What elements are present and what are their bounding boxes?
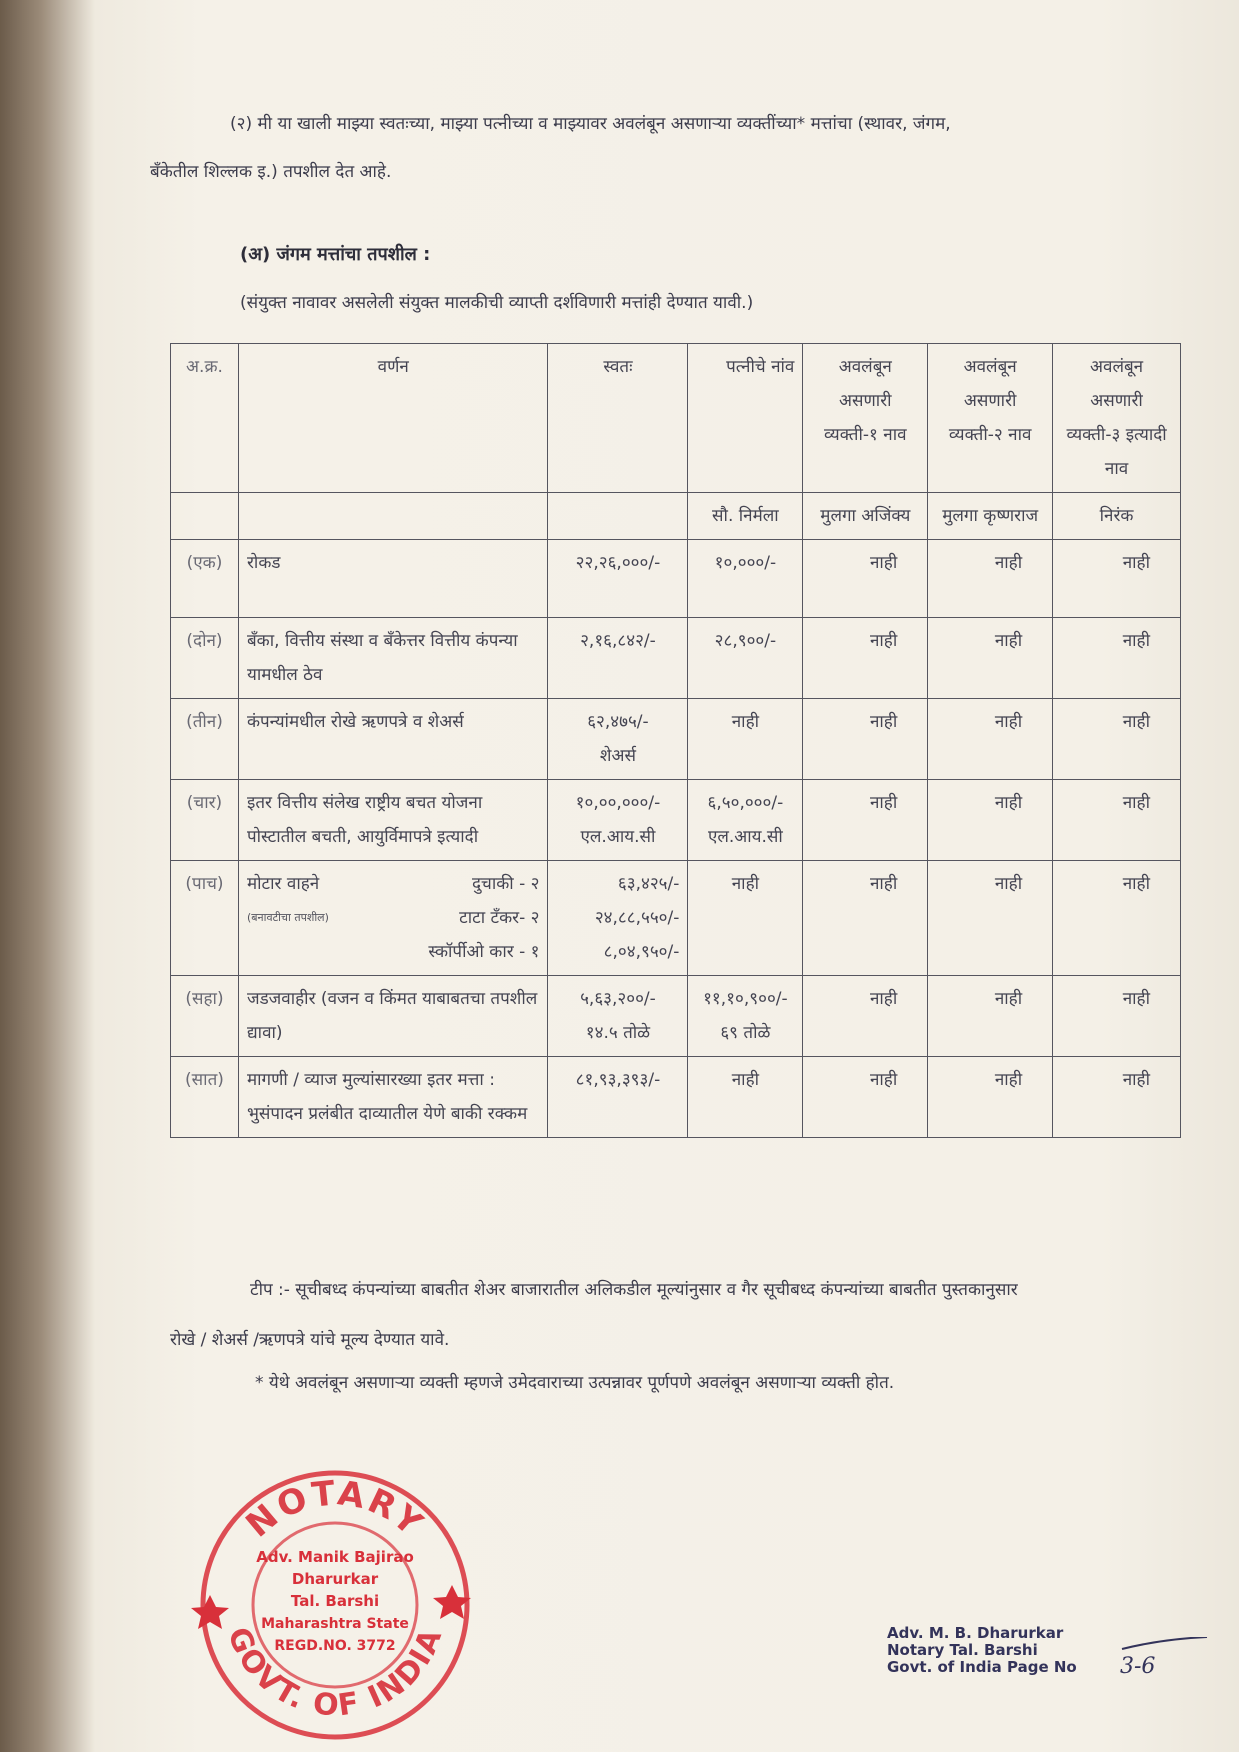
notary-signature-block xyxy=(887,1625,1077,1676)
seal-line-2: Dharurkar xyxy=(291,1570,379,1588)
table-row: (चार) इतर वित्तीय संलेख राष्ट्रीय बचत योजना पोस्टातील बचती, आयुर्विमापत्रे इत्यादी १०,००,०००/- एल.आय.सी ६,५०,०००/- एल.आय.सी नाही नाही नाही xyxy=(171,780,1181,861)
table-row: (सात) मागणी / व्याज मुल्यांसारख्या इतर मत्ता : भुसंपादन प्रलंबीत दाव्यातील येणे बाकी रक्कम ८१,९३,३९३/- नाही नाही नाही नाही xyxy=(171,1057,1181,1138)
seal-bottom-text: GOVT. OF INDIA xyxy=(220,1622,450,1724)
seal-line-3: Tal. Barshi xyxy=(290,1592,380,1610)
footnote-dependents: * येथे अवलंबून असणाऱ्या व्यक्ती म्हणजे उमेदवाराच्या उत्पन्नावर पूर्णपणे अवलंबून असणाऱ्या व्यक्ती होत. xyxy=(255,1373,895,1393)
header-dep3: अवलंबून असणारी व्यक्ती-३ इत्यादी नाव xyxy=(1053,344,1181,493)
svg-text:NOTARY xyxy=(239,1473,432,1545)
signature-stroke xyxy=(1122,1637,1207,1649)
header-self: स्वतः xyxy=(548,344,688,493)
seal-line-1: Adv. Manik Bajirao xyxy=(256,1548,414,1566)
names-row xyxy=(171,493,1181,540)
dep1-name: मुलगा अजिंक्य xyxy=(803,493,928,540)
page-number-handwritten xyxy=(1112,1637,1212,1677)
seal-line-4: Maharashtra State xyxy=(261,1616,409,1632)
sig-line-1: Adv. M. B. Dharurkar xyxy=(887,1624,1064,1642)
dep2-name: मुलगा कृष्णराज xyxy=(928,493,1053,540)
header-spouse: पत्नीचे नांव xyxy=(688,344,803,493)
section-title: (अ) जंगम मत्तांचा तपशील : xyxy=(240,244,431,265)
table-row: (सहा) जडजवाहीर (वजन व किंमत याबाबतचा तपशील द्यावा) ५,६३,२००/- १४.५ तोळे ११,१०,९००/- ६९ तोळे नाही नाही नाही xyxy=(171,976,1181,1057)
sig-line-2: Notary Tal. Barshi xyxy=(887,1641,1038,1659)
page-number: 3-6 xyxy=(1120,1654,1156,1677)
notary-seal-stamp xyxy=(190,1455,480,1745)
section-note: (संयुक्त नावावर असलेली संयुक्त मालकीची व्याप्ती दर्शविणारी मत्तांही देण्यात यावी.) xyxy=(240,293,754,313)
table-row: (एक) रोकड २२,२६,०००/- १०,०००/- नाही नाही नाही xyxy=(171,540,1181,618)
intro-line-1: (२) मी या खाली माझ्या स्वतःच्या, माझ्या पत्नीच्या व माझ्यावर अवलंबून असणाऱ्या व्यक्तींच्या* मत्तांचा (स्थावर, जंगम, xyxy=(230,114,951,134)
spouse-name: सौ. निर्मला xyxy=(688,493,803,540)
table-row: (तीन) कंपन्यांमधील रोखे ऋणपत्रे व शेअर्स ६२,४७५/- शेअर्स नाही नाही नाही नाही xyxy=(171,699,1181,780)
intro-paragraph xyxy=(150,100,1190,196)
header-row xyxy=(171,344,1181,493)
table-row: (दोन) बँका, वित्तीय संस्था व बँकेत्तर वित्तीय कंपन्या यामधील ठेव २,१६,८४२/- २८,९००/- नाही नाही नाही xyxy=(171,618,1181,699)
footnote-line-2: रोखे / शेअर्स /ऋणपत्रे यांचे मूल्य देण्यात यावे. xyxy=(170,1330,450,1350)
footnote-line-1: टीप :- सूचीबध्द कंपन्यांच्या बाबतीत शेअर बाजारातील अलिकडील मूल्यांनुसार व गैर सूचीबध्द कंपन्यांच्या बाबतीत पुस्तकानुसार xyxy=(250,1280,1018,1300)
sig-line-3: Govt. of India Page No xyxy=(887,1658,1077,1676)
header-desc: वर्णन xyxy=(238,344,548,493)
footnote-paragraph xyxy=(170,1265,1190,1365)
header-no: अ.क्र. xyxy=(171,344,239,493)
seal-top-text: NOTARY xyxy=(238,1473,432,1546)
header-dep2: अवलंबून असणारी व्यक्ती-२ नाव xyxy=(928,344,1053,493)
seal-line-5: REGD.NO. 3772 xyxy=(274,1638,396,1654)
dep3-name: निरंक xyxy=(1053,493,1181,540)
movable-assets-table xyxy=(170,343,1181,1138)
intro-line-2: बँकेतील शिल्लक इ.) तपशील देत आहे. xyxy=(150,162,392,182)
star-icon xyxy=(191,1595,229,1629)
header-dep1: अवलंबून असणारी व्यक्ती-१ नाव xyxy=(803,344,928,493)
table-row: (पाच) मोटार वाहने दुचाकी - २ (बनावटीचा तपशील) टाटा टँकर- २ स्कॉर्पीओ कार - १ ६३,४२५/- २४,८८,५५०/- ८,०४,९५०/- नाही नाही नाही नाही xyxy=(171,861,1181,976)
